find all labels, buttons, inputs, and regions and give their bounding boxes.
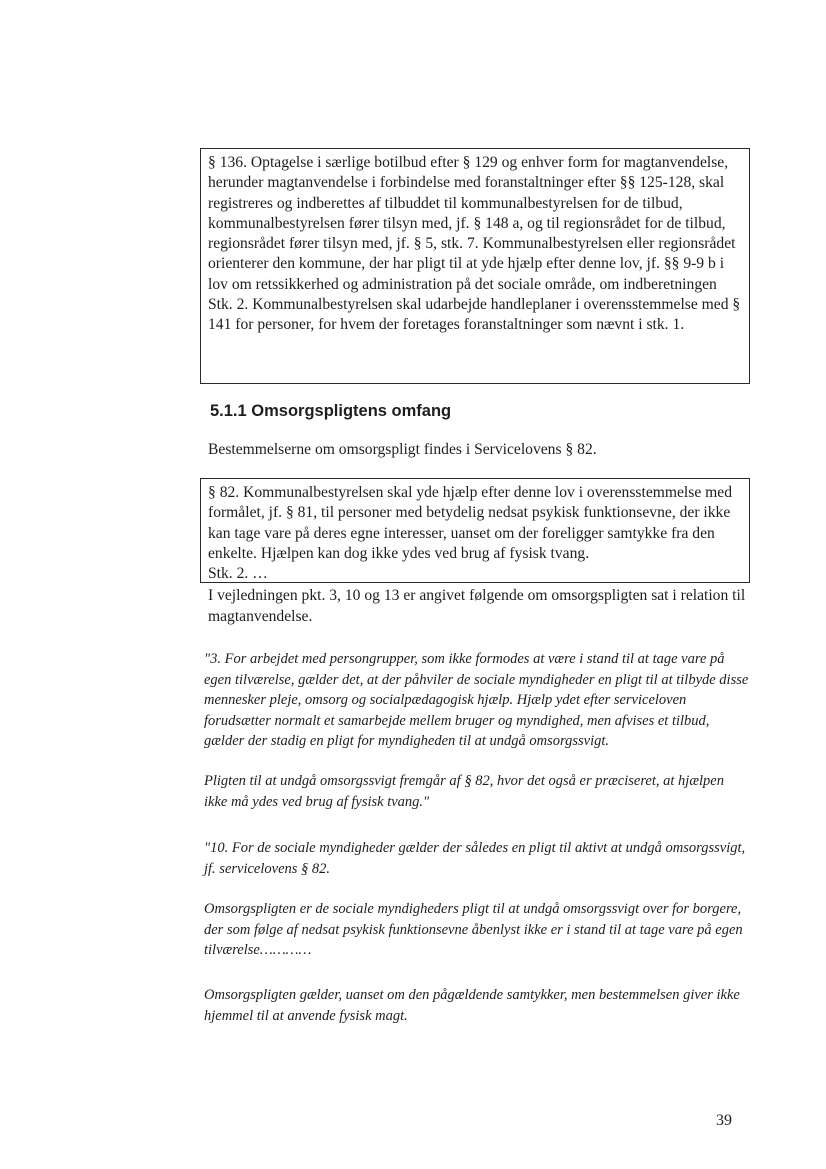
law-excerpt-box-136 xyxy=(200,148,750,384)
page-number: 39 xyxy=(716,1112,732,1129)
guidance-paragraph: I vejledningen pkt. 3, 10 og 13 er angivet følgende om omsorgspligten sat i relation til magtanvendelse. xyxy=(208,587,746,625)
section-136-stk2: Stk. 2. Kommunalbestyrelsen skal udarbejde handleplaner i overensstemmelse med § 141 for personer, for hvem der foretages foranstaltninger som nævnt i stk. 1. xyxy=(208,296,741,334)
section-136-text: § 136. Optagelse i særlige botilbud efter § 129 og enhver form for magtanvendelse, herunder magtanvendelse i forbindelse med foranstaltninger efter §§ 125-128, skal registreres og indberettes af tilbuddet til kommunalbestyrelsen for de tilbud, kommunalbestyrelsen fører tilsyn med, jf. § 148 a, og til regionsrådet for de tilbud, regionsrådet fører tilsyn med, jf. § 5, stk. 7. Kommunalbestyrelsen eller regionsrådet orienterer den kommune, der har pligt til at yde hjælp efter denne lov, jf. §§ 9-9 b i lov om retssikkerhed og administration på det sociale område, om indberetningen xyxy=(208,154,736,293)
quote-omsorgspligt-consent: Omsorgspligten gælder, uanset om den pågældende samtykker, men bestemmelsen giver ikke hjemmel til at anvende fysisk magt. xyxy=(204,987,740,1024)
section-heading: 5.1.1 Omsorgspligtens omfang xyxy=(210,402,452,420)
quote-point-3: "3. For arbejdet med persongrupper, som ikke formodes at være i stand til at tage vare på egen tilværelse, gælder det, at der påhviler de sociale myndigheder en pligt til at tilbyde disse mennesker pleje, omsorg og socialpædagogisk hjælp. Hjælp ydet efter serviceloven forudsætter normalt et samarbejde mellem bruger og myndighed, men afvises et tilbud, gælder der stadig en pligt for myndigheden til at undgå omsorgssvigt. xyxy=(204,651,749,749)
section-82-stk2: Stk. 2. … xyxy=(208,565,268,583)
quote-point-3-continued: Pligten til at undgå omsorgssvigt fremgår af § 82, hvor det også er præciseret, at hjælpen ikke må ydes ved brug af fysisk tvang." xyxy=(204,773,724,810)
law-excerpt-box-82 xyxy=(200,478,750,583)
quote-point-10: "10. For de sociale myndigheder gælder der således en pligt til aktivt at undgå omsorgssvigt, jf. servicelovens § 82. xyxy=(204,840,746,877)
section-82-text: § 82. Kommunalbestyrelsen skal yde hjælp efter denne lov i overensstemmelse med formålet, jf. § 81, til personer med betydelig nedsat psykisk funktionsevne, der ikke kan tage vare på deres egne interesser, uanset om der foreligger samtykke fra den enkelte. Hjælpen kan dog ikke ydes ved brug af fysisk tvang. xyxy=(208,484,732,562)
intro-paragraph: Bestemmelserne om omsorgspligt findes i Servicelovens § 82. xyxy=(208,441,597,458)
quote-point-10-continued: Omsorgspligten er de sociale myndigheders pligt til at undgå omsorgssvigt over for borgere, der som følge af nedsat psykisk funktionsevne åbenlyst ikke er i stand til at tage vare på egen tilværelse………… xyxy=(204,901,743,958)
